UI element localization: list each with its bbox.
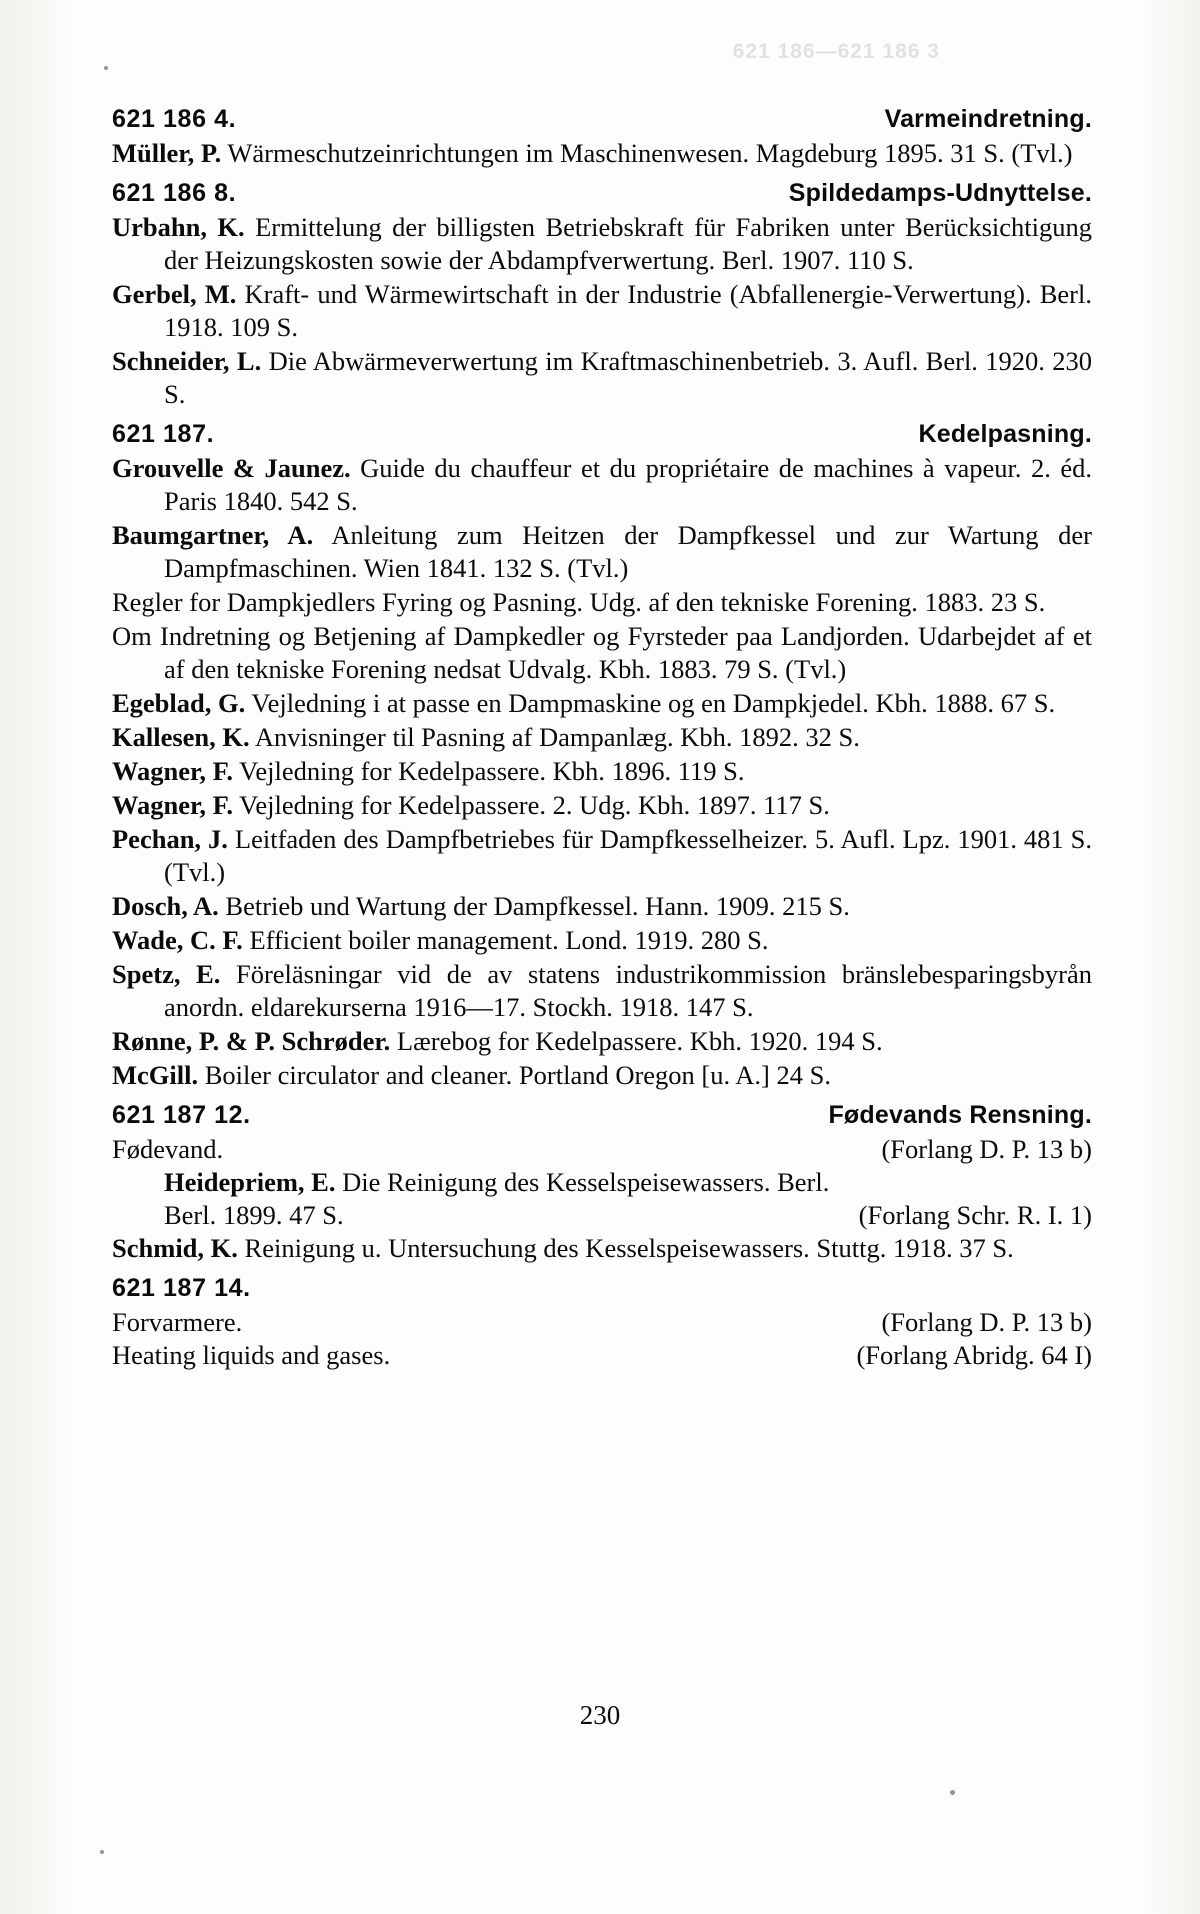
- bibliography-entry: [112, 1166, 1092, 1232]
- bibliography-entry: [112, 721, 1092, 754]
- cross-reference-source: (Forlang Abridg. 64 I): [856, 1339, 1092, 1370]
- bibliography-entry: [112, 1232, 1092, 1265]
- cross-reference-term: Heating liquids and gases.: [112, 1339, 391, 1370]
- entry-text: Leitfaden des Dampfbetriebes für Dampfkesselheizer. 5. Aufl. Lpz. 1901. 481 S. (Tvl.): [164, 823, 1093, 887]
- entry-author: Spetz, E.: [112, 958, 221, 989]
- cross-reference-row: [112, 1339, 1092, 1372]
- page-number: 230: [579, 1700, 621, 1730]
- class-title: Varmeindretning.: [884, 105, 1092, 133]
- entry-author: Baumgartner, A.: [112, 519, 314, 550]
- entry-text: Regler for Dampkjedlers Fyring og Pasning. Udg. af den tekniske Forening. 1883. 23 S.: [112, 586, 1046, 617]
- cross-reference-source: (Forlang D. P. 13 b): [881, 1306, 1092, 1337]
- entry-author: Schmid, K.: [112, 1232, 238, 1263]
- entry-text: Anleitung zum Heitzen der Dampfkessel und zur Wartung der Dampfmaschinen. Wien 1841. 132 S. (Tvl.): [164, 519, 1092, 583]
- entry-author: Rønne, P. & P. Schrøder.: [112, 1025, 391, 1056]
- bibliography-entry: [112, 890, 1092, 923]
- bleed-through-header: 621 186—621 186 3: [732, 40, 940, 63]
- bibliography-entry: [112, 687, 1092, 720]
- entry-text: Die Reinigung des Kesselspeisewassers. Berl.: [342, 1166, 830, 1197]
- cross-reference-source: (Forlang D. P. 13 b): [881, 1133, 1092, 1164]
- entry-text: Guide du chauffeur et du propriétaire de machines à vapeur. 2. éd. Paris 1840. 542 S.: [164, 452, 1093, 516]
- bibliography-entry: [112, 823, 1092, 889]
- class-title: Kedelpasning.: [918, 419, 1092, 448]
- entry-author: Dosch, A.: [112, 890, 219, 921]
- bibliography-entry: [112, 620, 1092, 686]
- scan-speck: [100, 1850, 104, 1854]
- entry-text: Lærebog for Kedelpassere. Kbh. 1920. 194 S.: [396, 1025, 883, 1056]
- bibliography-entry: [112, 519, 1092, 585]
- bibliography-entry: [112, 278, 1092, 344]
- entry-author: Müller, P.: [112, 138, 222, 168]
- class-heading-row: [112, 179, 1092, 208]
- entry-author: McGill.: [112, 1059, 199, 1090]
- cross-reference-term: Fødevand.: [112, 1133, 224, 1164]
- cross-reference-term: Forvarmere.: [112, 1306, 243, 1337]
- entry-text: Ermittelung der billigsten Betriebskraft für Fabriken unter Berücksichtigung der Heizungskosten sowie der Abdampfverwertung. Berl. 1907. 110 S.: [164, 211, 1093, 275]
- class-number: 621 186 8.: [112, 178, 237, 207]
- bibliography-entry: [112, 137, 1092, 170]
- cross-reference-row: [112, 1306, 1092, 1339]
- entry-author: Gerbel, M.: [112, 278, 237, 309]
- entry-text: Reinigung u. Untersuchung des Kesselspeisewassers. Stuttg. 1918. 37 S.: [244, 1232, 1014, 1263]
- bibliography-entry: [112, 755, 1092, 788]
- scan-speck: [950, 1790, 955, 1795]
- bibliography-entry: [112, 586, 1092, 619]
- cross-reference-row: [112, 1133, 1092, 1166]
- entry-text: Anvisninger til Pasning af Dampanlæg. Kbh. 1892. 32 S.: [254, 721, 860, 752]
- entry-text-continued: Berl. 1899. 47 S.: [164, 1199, 344, 1230]
- entry-text: Om Indretning og Betjening af Dampkedler og Fyrsteder paa Landjorden. Udarbejdet af et af den tekniske Forening nedsat Udvalg. Kbh. 1883. 79 S. (Tvl.): [112, 620, 1092, 684]
- class-number: 621 186 4.: [112, 105, 237, 133]
- entry-text: Föreläsningar vid de av statens industrikommission bränslebesparingsbyrån anordn. eldarekurserna 1916—17. Stockh. 1918. 147 S.: [164, 958, 1093, 1022]
- bibliography-entry: [112, 1025, 1092, 1058]
- entry-author: Wagner, F.: [112, 755, 233, 786]
- entry-text: Vejledning for Kedelpassere. 2. Udg. Kbh. 1897. 117 S.: [239, 789, 830, 820]
- entry-text: Efficient boiler management. Lond. 1919. 280 S.: [249, 924, 769, 955]
- class-number: 621 187 14.: [112, 1273, 251, 1302]
- class-number: 621 187 12.: [112, 1100, 251, 1129]
- entry-author: Grouvelle & Jaunez.: [112, 452, 351, 483]
- class-heading-row: [112, 105, 1092, 134]
- class-title: Fødevands Rensning.: [828, 1100, 1092, 1129]
- entry-text: Wärmeschutzeinrichtungen im Maschinenwesen. Magdeburg 1895. 31 S. (Tvl.): [227, 138, 1073, 168]
- entry-text: Betrieb und Wartung der Dampfkessel. Hann. 1909. 215 S.: [225, 890, 850, 921]
- entry-text: Die Abwärmeverwertung im Kraftmaschinenbetrieb. 3. Aufl. Berl. 1920. 230 S.: [164, 345, 1093, 409]
- bibliography-entry: [112, 211, 1092, 277]
- scan-speck: [104, 66, 108, 70]
- bibliography-entry: [112, 452, 1092, 518]
- bibliography-body: [112, 96, 1092, 1372]
- page-left-shadow: [0, 0, 78, 1914]
- entry-text: Kraft- und Wärmewirtschaft in der Industrie (Abfallenergie-Verwertung). Berl. 1918. 109 S.: [164, 278, 1092, 342]
- entry-author: Wagner, F.: [112, 789, 233, 820]
- bibliography-entry: [112, 789, 1092, 822]
- cross-reference-source: (Forlang Schr. R. I. 1): [858, 1199, 1092, 1230]
- bibliography-entry: [112, 345, 1092, 411]
- bibliography-entry: [112, 1059, 1092, 1092]
- entry-author: Wade, C. F.: [112, 924, 243, 955]
- entry-author: Schneider, L.: [112, 345, 262, 376]
- class-heading-row: [112, 420, 1092, 449]
- entry-author: Pechan, J.: [112, 823, 228, 854]
- class-number: 621 187.: [112, 419, 215, 448]
- entry-text: Vejledning for Kedelpassere. Kbh. 1896. 119 S.: [239, 755, 745, 786]
- page-right-shadow: [1140, 0, 1200, 1914]
- entry-author: Urbahn, K.: [112, 211, 245, 242]
- entry-author: Heidepriem, E.: [164, 1166, 336, 1197]
- bibliography-entry: [112, 958, 1092, 1024]
- entry-text: Boiler circulator and cleaner. Portland Oregon [u. A.] 24 S.: [204, 1059, 831, 1090]
- entry-author: Egeblad, G.: [112, 687, 246, 718]
- class-heading-row: [112, 1101, 1092, 1130]
- bibliography-entry: [112, 924, 1092, 957]
- entry-author: Kallesen, K.: [112, 721, 250, 752]
- class-title: Spildedamps-Udnyttelse.: [788, 178, 1092, 207]
- entry-text: Vejledning i at passe en Dampmaskine og en Dampkjedel. Kbh. 1888. 67 S.: [251, 687, 1056, 718]
- class-heading-row: [112, 1274, 1092, 1303]
